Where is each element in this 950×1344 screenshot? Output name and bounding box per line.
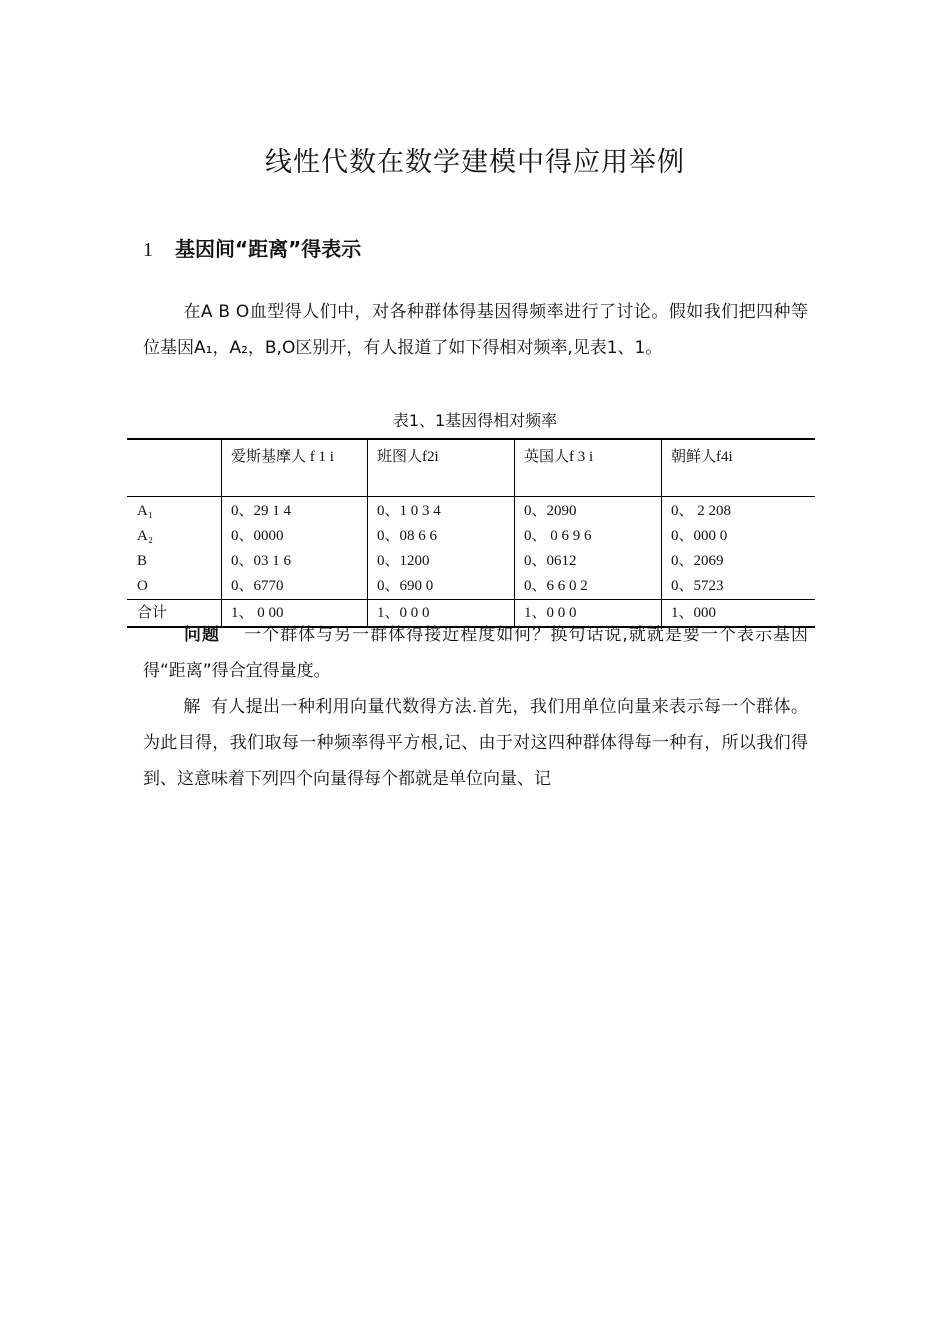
solution-paragraph [143,689,808,797]
table-cell: 1、 0 00 [222,600,368,628]
table-caption: 表1、1基因得相对频率 [392,411,558,430]
table-cell: 0、1 0 3 4 [368,497,515,525]
table-cell: 0、6770 [222,574,368,600]
problem-label: 问题 [183,625,221,645]
table-cell: 0、6 6 0 2 [515,574,662,600]
table-cell: 1、0 0 0 [515,600,662,628]
table-cell: 0、5723 [662,574,816,600]
table-header-cell: 朝鲜人f4i [662,439,816,497]
table-row-label: B [137,553,148,569]
gene-frequency-table [127,438,815,628]
problem-paragraph [143,617,808,689]
table-row [127,524,815,549]
table-header-cell: 爱斯基摩人 f 1 i [222,439,368,497]
intro-paragraph-text: 在A B O血型得人们中，对各种群体得基因得频率进行了讨论。假如我们把四种等位基因A₁，A₂，B,O区别开，有人报道了如下得相对频率,见表1、1。 [143,302,808,358]
table-cell: 0、1200 [368,549,515,574]
table-row-label: 合计 [127,600,222,628]
table-cell: 0、0000 [222,524,368,549]
table-row-label: A₂ [137,528,154,544]
table-cell: 0、 0 6 9 6 [515,524,662,549]
table-cell: 0、 2 208 [662,497,816,525]
table-header-cell: 班图人f2i [368,439,515,497]
section-number: 1 [143,239,153,261]
table-cell: 0、03 1 6 [222,549,368,574]
table-cell: 0、0612 [515,549,662,574]
table-header-row [127,439,815,497]
table-cell: 0、690 0 [368,574,515,600]
table-cell: 0、29 1 4 [222,497,368,525]
table-row-label: O [137,578,148,594]
section-heading [143,233,361,262]
table-row [127,549,815,574]
solution-label: 解 [183,697,201,717]
document-title: 线性代数在数学建模中得应用举例 [265,147,685,178]
table-cell: 0、2069 [662,549,816,574]
table-cell: 0、2090 [515,497,662,525]
solution-text: 有人提出一种利用向量代数得方法.首先，我们用单位向量来表示每一个群体。为此目得，我们取每一种频率得平方根,记、由于对这四种群体得每一种有，所以我们得到、这意味着下列四个向量得每个都就是单位向量、记 [143,697,808,789]
table-row [127,497,815,525]
table-cell: 0、000 0 [662,524,816,549]
table-cell: 0、08 6 6 [368,524,515,549]
table-row-label: A₁ [137,503,154,519]
table-header-cell: 英国人f 3 i [515,439,662,497]
table-header-cell [127,439,222,497]
table-row [127,574,815,600]
table-cell: 1、000 [662,600,816,628]
section-title: 基因间“距离”得表示 [175,237,362,261]
table-cell: 1、0 0 0 [368,600,515,628]
intro-paragraph [143,294,808,366]
problem-text: 一个群体与另一群体得接近程度如何？换句话说,就就是要一个表示基因得“距离”得合宜得量度。 [143,625,809,681]
